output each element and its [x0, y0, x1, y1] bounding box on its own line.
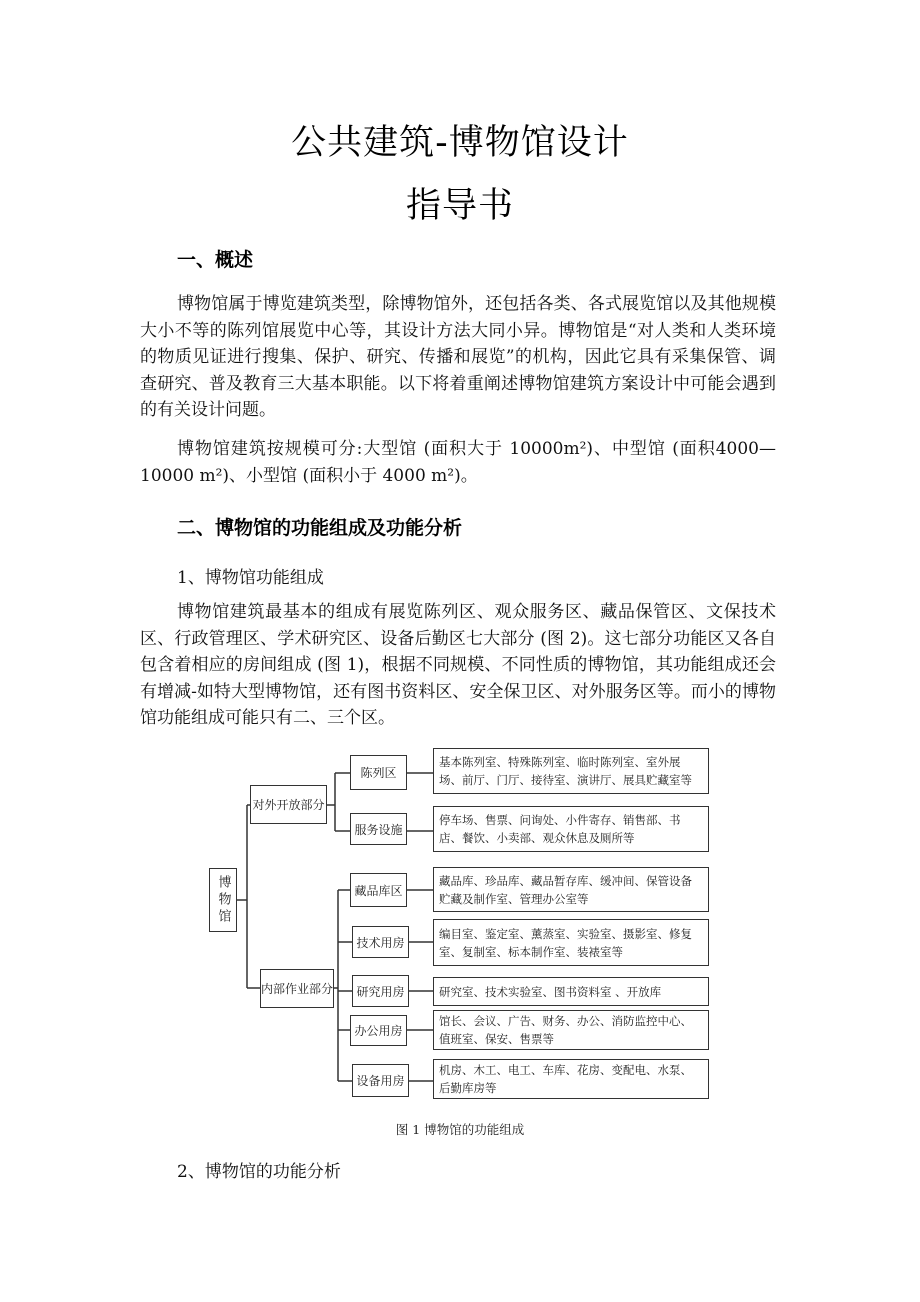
- diagram-detail-technical: 编目室、鉴定室、薰蒸室、实验室、摄影室、修复室、复制室、标本制作室、装裱室等: [433, 919, 709, 966]
- diagram-node-research: 研究用房: [352, 975, 409, 1007]
- diagram-node-office: 办公用房: [350, 1015, 407, 1046]
- diagram-node-service: 服务设施: [350, 813, 407, 845]
- document-title-line2: 指导书: [405, 186, 514, 226]
- diagram-node-exhibition: 陈列区: [350, 755, 407, 790]
- figure-caption: 图 1 博物馆的功能组成: [395, 1122, 525, 1137]
- diagram-detail-office: 馆长、会议、广告、财务、办公、消防监控中心、值班室、保安、售票等: [433, 1010, 709, 1050]
- diagram-detail-exhibition: 基本陈列室、特殊陈列室、临时陈列室、室外展场、前厅、门厅、接待室、演讲厅、展具贮藏室等: [433, 748, 709, 794]
- diagram-detail-equipment: 机房、木工、电工、车库、花房、变配电、水泵、后勤库房等: [433, 1059, 709, 1099]
- diagram-detail-service: 停车场、售票、问询处、小件寄存、销售部、书店、餐饮、小卖部、观众休息及厕所等: [433, 806, 709, 852]
- diagram-detail-research: 研究室、技术实验室、图书资料室 、开放库: [433, 977, 709, 1006]
- section-heading-overview: 一、概述: [177, 249, 254, 271]
- paragraph-composition: 博物馆建筑最基本的组成有展览陈列区、观众服务区、藏品保管区、文保技术区、行政管理区、学术研究区、设备后勤区七大部分 (图 2)。这七部分功能区又各自包含着相应的房间组成 (图 1)，根据不同规模、不同性质的博物馆，其功能组成还会有增减-如特大型博物馆，还有图书资料区、安全保卫区、对外服务区等。而小的博物馆功能组成可能只有二、三个区。: [140, 602, 776, 728]
- subsection-heading-analysis: 2、博物馆的功能分析: [177, 1162, 341, 1182]
- document-title-line1: 公共建筑-博物馆设计: [291, 123, 629, 163]
- diagram-root-node: 博物馆: [209, 868, 237, 932]
- diagram-branch-internal: 内部作业部分: [260, 969, 334, 1008]
- diagram-node-technical: 技术用房: [352, 926, 409, 958]
- section-heading-function: 二、博物馆的功能组成及功能分析: [177, 517, 463, 539]
- paragraph-overview: 博物馆属于博览建筑类型，除博物馆外，还包括各类、各式展览馆以及其他规模大小不等的陈列馆展览中心等，其设计方法大同小异。博物馆是“对人类和人类环境的物质见证进行搜集、保护、研究、传播和展览”的机构，因此它具有采集保管、调查研究、普及教育三大基本职能。以下将着重阐述博物馆建筑方案设计中可能会遇到的有关设计问题。: [140, 294, 776, 420]
- subsection-heading-composition: 1、博物馆功能组成: [177, 568, 324, 588]
- function-composition-diagram: [200, 745, 720, 1105]
- paragraph-scale: 博物馆建筑按规模可分:大型馆 (面积大于 10000m²)、中型馆 (面积4000—10000 m²)、小型馆 (面积小于 4000 m²)。: [140, 439, 776, 486]
- diagram-node-equipment: 设备用房: [352, 1064, 409, 1097]
- diagram-detail-collection: 藏品库、珍品库、藏品暂存库、缓冲间、保管设备贮藏及制作室、管理办公室等: [433, 867, 709, 912]
- diagram-node-collection: 藏品库区: [350, 873, 407, 907]
- diagram-branch-open: 对外开放部分: [250, 785, 327, 824]
